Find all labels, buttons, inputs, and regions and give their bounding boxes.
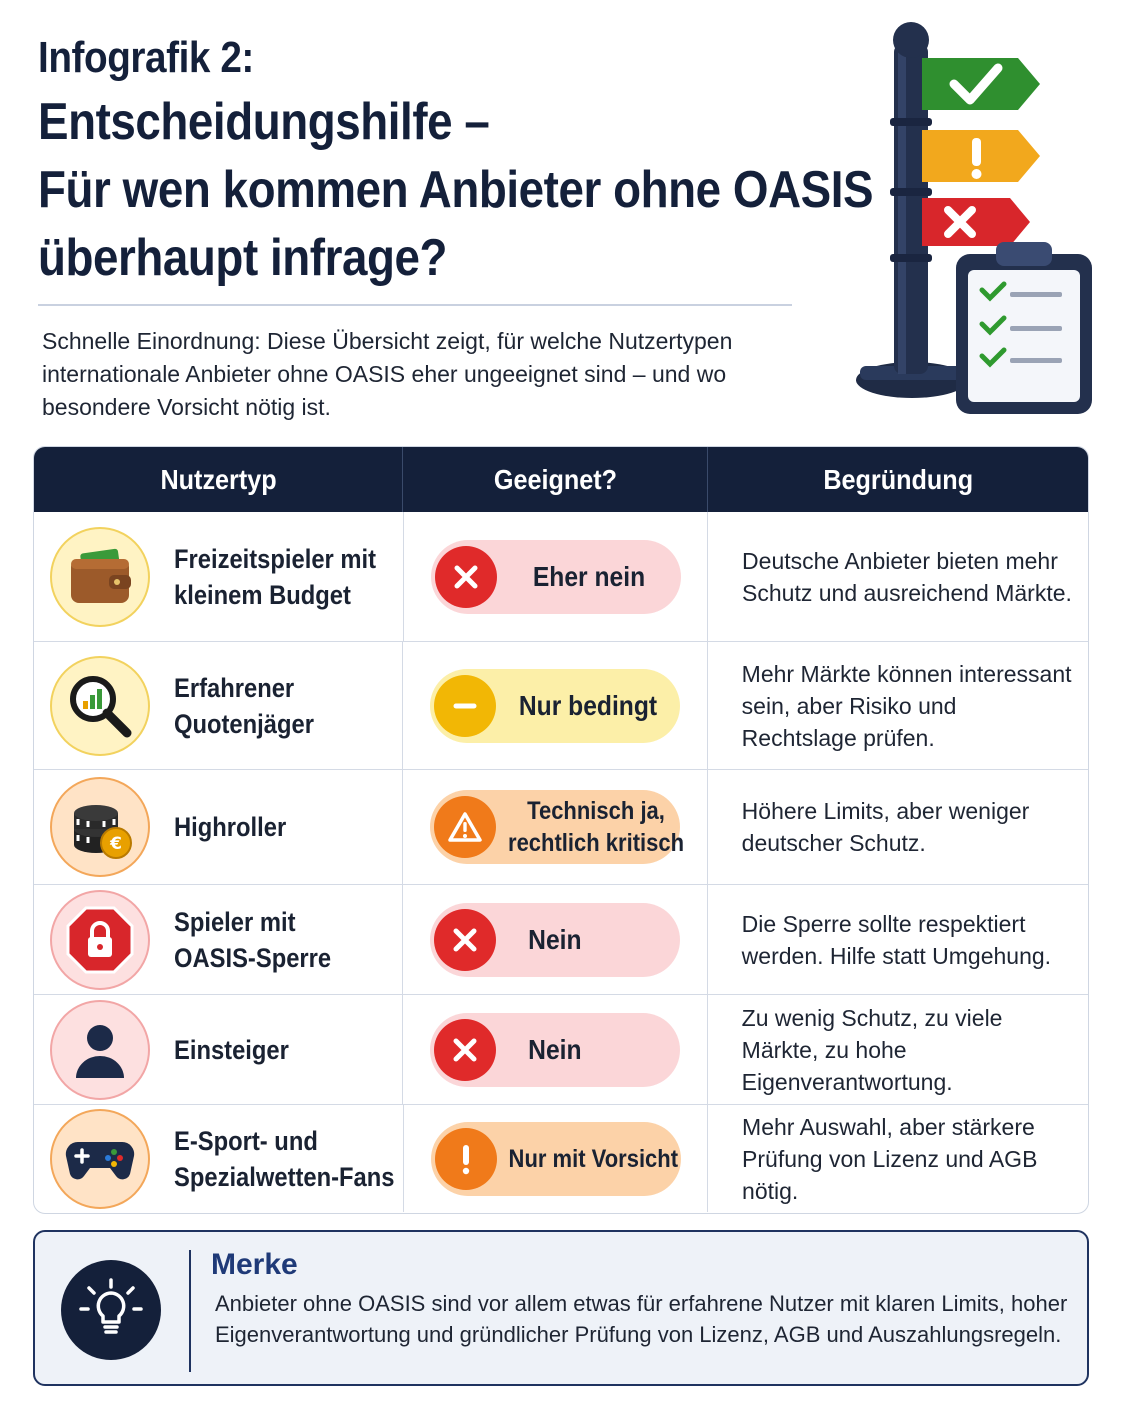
table-row <box>34 641 1088 769</box>
reason-text: Die Sperre sollte respektiert werden. Hilfe statt Umgehung. <box>741 910 1052 969</box>
title-kicker: Infografik 2: <box>38 33 254 82</box>
verdict-label: Eher nein <box>532 560 645 592</box>
usertype-line-2: kleinem Budget <box>174 579 351 610</box>
verdict-pill <box>431 540 681 614</box>
svg-text:€: € <box>110 834 122 854</box>
verdict-label: Nein <box>528 1033 582 1065</box>
usertype-line-1: Einsteiger <box>174 1034 289 1065</box>
reason-text: Mehr Auswahl, aber stärkere Prüfung von Lizenz und AGB nötig. <box>742 1113 1038 1204</box>
verdict-pill <box>430 903 680 977</box>
usertype-line-2: Quotenjäger <box>174 708 314 739</box>
usertype-line-1: E-Sport- und <box>174 1125 318 1156</box>
warning-icon <box>434 796 496 858</box>
usertype-line-1: Spieler mit <box>174 906 296 937</box>
usertype-line-1: Highroller <box>174 812 287 842</box>
verdict-label-line-1: Technisch ja, <box>527 797 665 825</box>
gamepad-icon <box>50 1109 150 1209</box>
title-line-2: Für wen kommen Anbieter ohne OASIS <box>38 161 874 219</box>
stop-lock-icon <box>50 890 150 990</box>
reason-text: Höhere Limits, aber weniger deutscher Schutz. <box>741 798 1030 856</box>
verdict-pill <box>430 790 685 864</box>
x-sign-icon <box>922 198 1030 246</box>
title-block <box>38 28 878 292</box>
table-row <box>34 884 1088 994</box>
table-row <box>34 994 1088 1104</box>
usertype-line-2: Spezialwetten-Fans <box>174 1161 395 1192</box>
header-geeignet: Geeignet? <box>403 447 707 512</box>
merke-title: Merke <box>211 1248 298 1281</box>
verdict-label: Nein <box>528 923 582 955</box>
table-row <box>34 512 1088 641</box>
lightbulb-icon <box>61 1260 161 1360</box>
x-icon <box>434 1019 496 1081</box>
header-begruendung: Begründung <box>822 463 973 495</box>
usertype-line-1: Erfahrener <box>174 672 295 703</box>
title-line-3: überhaupt infrage? <box>38 229 448 287</box>
reason-text: Mehr Märkte können interessant sein, aber Risiko und Rechtslage prüfen. <box>741 660 1072 751</box>
merke-text: Anbieter ohne OASIS sind vor allem etwas für erfahrene Nutzer mit klaren Limits, hoher Eigenverantwortung und gründlicher Prüfung von Lizenz, AGB und Auszahlungsregeln. <box>215 1291 1068 1347</box>
wallet-icon <box>50 527 150 627</box>
check-sign-icon <box>922 58 1040 110</box>
decision-table <box>33 446 1089 1214</box>
verdict-pill <box>430 669 680 743</box>
x-icon <box>435 546 497 608</box>
intro-text: Schnelle Einordnung: Diese Übersicht zeigt, für welche Nutzertypen internationale Anbieter ohne OASIS eher ungeeignet sind – und wo besondere Vorsicht nötig ist. <box>42 328 733 420</box>
exclamation-sign-icon <box>922 130 1040 182</box>
verdict-label: Nur mit Vorsicht <box>508 1144 678 1173</box>
verdict-pill <box>431 1122 681 1196</box>
verdict-label: Nur bedingt <box>518 689 658 721</box>
exclamation-icon <box>435 1128 497 1190</box>
table-header <box>34 447 1088 512</box>
usertype-line-2: OASIS-Sperre <box>174 942 332 973</box>
title-line-1: Entscheidungshilfe – <box>38 93 490 151</box>
verdict-label-line-2: rechtlich kritisch <box>507 829 685 857</box>
header-nutzertyp: Nutzertyp <box>34 447 403 512</box>
x-icon <box>434 909 496 971</box>
chips-euro-icon <box>50 777 150 877</box>
usertype-line-1: Freizeitspieler mit <box>174 543 377 574</box>
clipboard-checklist-icon <box>956 242 1092 414</box>
merke-box <box>33 1230 1089 1386</box>
magnifier-chart-icon <box>50 656 150 756</box>
title-divider <box>38 304 792 306</box>
merke-divider <box>189 1250 191 1372</box>
reason-text: Zu wenig Schutz, zu viele Märkte, zu hohe Eigenverantwortung. <box>741 1004 1003 1095</box>
reason-text: Deutsche Anbieter bieten mehr Schutz und ausreichend Märkte. <box>742 547 1072 606</box>
table-row <box>34 769 1088 884</box>
signpost-illustration <box>850 18 1110 418</box>
verdict-pill <box>430 1013 680 1087</box>
table-row <box>34 1104 1088 1212</box>
minus-icon <box>434 675 496 737</box>
person-icon <box>50 1000 150 1100</box>
